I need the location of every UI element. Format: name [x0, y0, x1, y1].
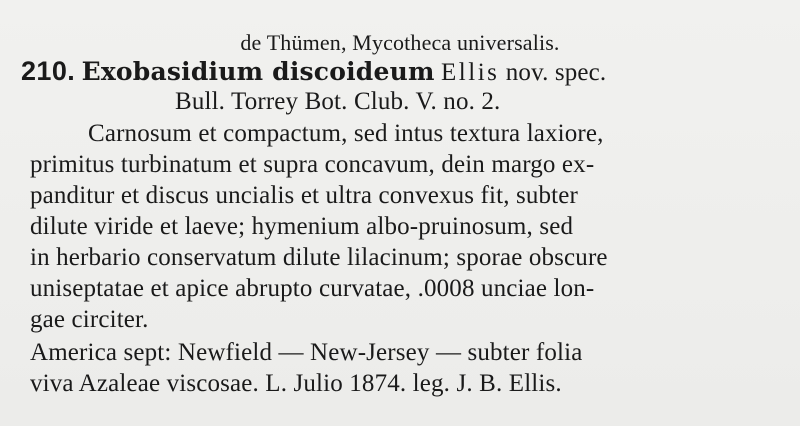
taxon-name: Exobasidium discoideum	[81, 57, 435, 86]
description-line: Carnosum et compactum, sed intus textura laxiore,	[88, 120, 604, 147]
taxon-author: Ellis	[441, 59, 500, 86]
entry-number: 210.	[21, 56, 76, 86]
description-line: uniseptatae et apice abrupto curvatae, .0008 unciae lon-	[30, 275, 595, 302]
description-line: in herbario conservatum dilute lilacinum; sporae obscure	[30, 244, 608, 271]
locality-line: viva Azaleae viscosae. L. Julio 1874. leg. J. B. Ellis.	[30, 370, 562, 397]
description-line: gae circiter.	[30, 306, 149, 333]
locality-line: America sept: Newfield — New-Jersey — subter folia	[30, 339, 583, 366]
entry-title	[21, 57, 606, 87]
description-line: panditur et discus uncialis et ultra convexus fit, subter	[30, 182, 579, 209]
description-line: dilute viride et laeve; hymenium albo-pruinosum, sed	[30, 213, 574, 240]
series-header: de Thümen, Mycotheca universalis.	[240, 30, 560, 55]
taxon-status: nov. spec.	[505, 59, 607, 86]
description-line: primitus turbinatum et supra concavum, dein margo ex-	[30, 151, 595, 178]
bibliographic-reference: Bull. Torrey Bot. Club. V. no. 2.	[175, 88, 501, 115]
